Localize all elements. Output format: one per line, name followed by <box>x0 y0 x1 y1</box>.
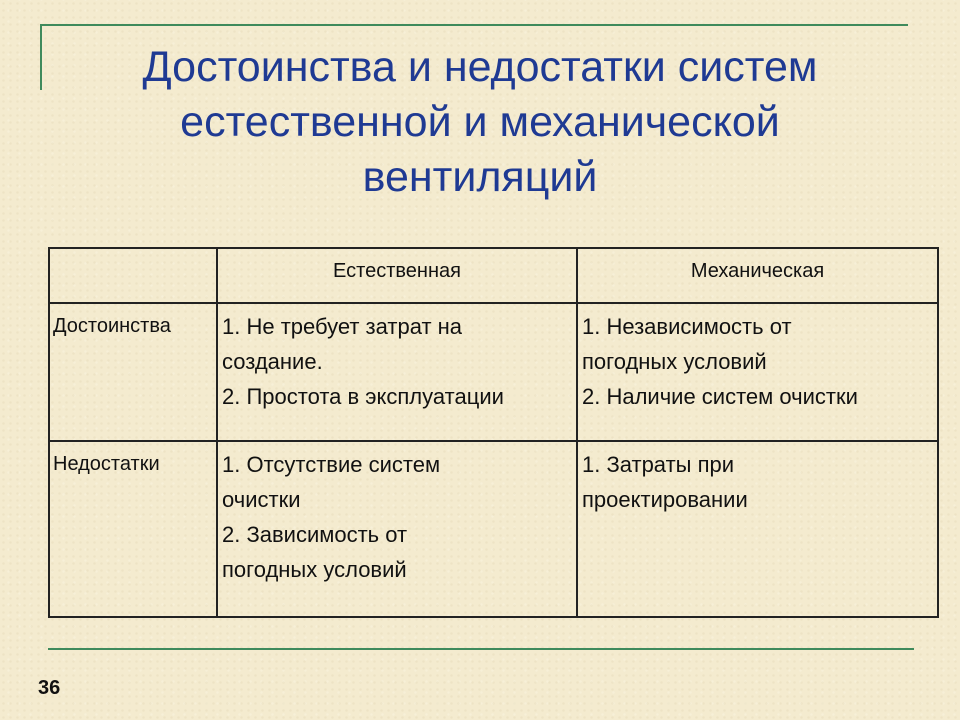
header-natural: Естественная <box>217 248 577 303</box>
title-line: естественной и механической <box>180 98 780 146</box>
title-line: вентиляций <box>362 153 598 201</box>
table-row-advantages <box>49 303 938 441</box>
slide-title <box>60 40 900 205</box>
cell-text-line: 2. Простота в эксплуатации <box>222 384 504 409</box>
disadvantages-mechanical-cell <box>577 441 938 617</box>
header-mechanical: Механическая <box>577 248 938 303</box>
header-corner-cell <box>49 248 217 303</box>
left-accent-line <box>40 24 42 90</box>
advantages-mechanical-cell <box>577 303 938 441</box>
cell-text-line: погодных условий <box>222 557 407 582</box>
row-label-disadvantages: Недостатки <box>49 441 217 617</box>
advantages-natural-cell <box>217 303 577 441</box>
comparison-table <box>48 247 939 618</box>
cell-text-line: 1. Отсутствие систем <box>222 452 441 477</box>
cell-text-line: создание. <box>222 349 323 374</box>
cell-text-line: погодных условий <box>582 349 767 374</box>
cell-text-line: 1. Независимость от <box>582 314 792 339</box>
slide-number: 36 <box>38 677 61 699</box>
table-header-row <box>49 248 938 303</box>
row-label-advantages: Достоинства <box>49 303 217 441</box>
table-row-disadvantages <box>49 441 938 617</box>
cell-text-line: очистки <box>222 487 301 512</box>
bottom-accent-line <box>48 648 914 650</box>
cell-text-line: 1. Затраты при <box>582 452 735 477</box>
top-accent-line <box>42 24 908 26</box>
disadvantages-natural-cell <box>217 441 577 617</box>
title-line: Достоинства и недостатки систем <box>142 43 818 91</box>
cell-text-line: 2. Наличие систем очистки <box>582 384 858 409</box>
cell-text-line: 1. Не требует затрат на <box>222 314 463 339</box>
cell-text-line: проектировании <box>582 487 748 512</box>
cell-text-line: 2. Зависимость от <box>222 522 408 547</box>
